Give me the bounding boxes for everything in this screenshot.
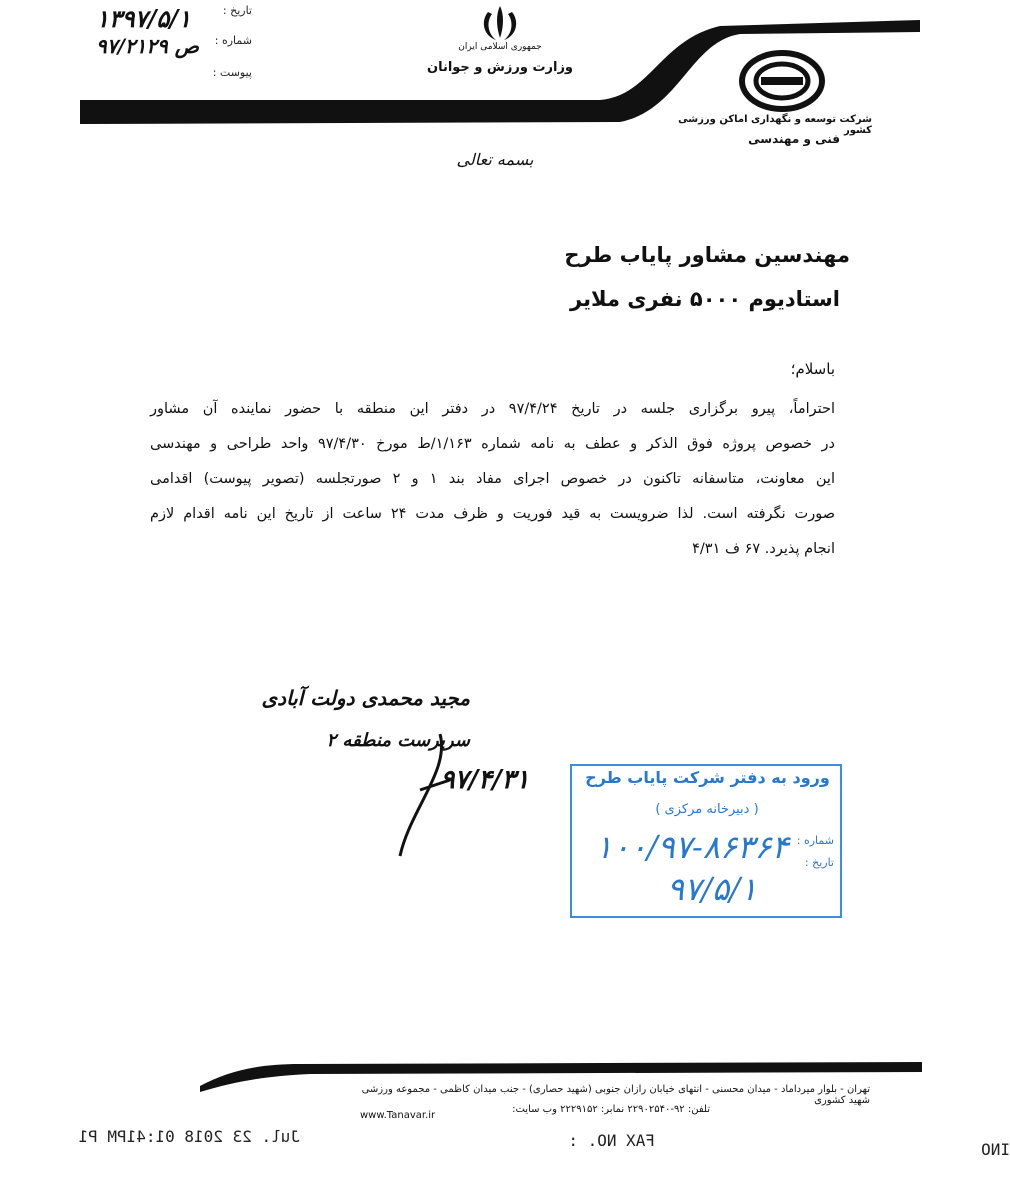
signature-date: ۹۷/۴/۳۱: [440, 765, 530, 795]
addressee-line-2: استادیوم ۵۰۰۰ نفری ملایر: [570, 287, 840, 311]
republic-title: جمهوری اسلامی ایران: [458, 42, 542, 52]
fax-edge-text: INO: [981, 1140, 1010, 1159]
attachment-label: پیوست :: [212, 66, 252, 79]
company-logo-icon: [737, 48, 827, 114]
fax-number: FAX NO. :: [568, 1131, 655, 1150]
footer-website: www.Tanavar.ir: [360, 1110, 436, 1121]
footer-phone: تلفن: ۹۲-۲۲۹۰۲۵۴۰ نمابر: ۲۲۲۹۱۵۲ وب سایت:: [512, 1104, 710, 1115]
addressee-line-1: مهندسین مشاور پایاب طرح: [564, 243, 850, 267]
stamp-date: ۹۷/۵/۱: [666, 870, 758, 908]
body-line: در خصوص پروژه فوق الذکر و عطف به نامه شماره ۱/۱۶۳/ط مورخ ۹۷/۴/۳۰ واحد طراحی و مهندسی: [150, 436, 835, 452]
greeting: باسلام؛: [790, 360, 835, 378]
number-value: ۹۷/۲۱۲۹ ص: [96, 34, 199, 58]
signer-title: سرپرست منطقه ۲: [326, 730, 470, 751]
body-line: این معاونت، متاسفانه تاکنون در خصوص اجرای مفاد بند ۱ و ۲ صورتجلسه (تصویر پیوست) اقدامی: [150, 471, 835, 487]
date-label: تاریخ :: [222, 4, 252, 17]
date-value: ۱۳۹۷/۵/۱: [96, 4, 191, 33]
receipt-stamp: [570, 764, 842, 918]
body-line: انجام پذیرد. ۶۷ ف ۴/۳۱: [692, 541, 835, 557]
signature-stroke-icon: [380, 730, 520, 860]
signer-name: مجید محمدی دولت آبادی: [261, 686, 470, 710]
letter-body: [150, 392, 835, 567]
department-name: فنی و مهندسی: [748, 132, 840, 146]
iran-emblem-icon: [478, 4, 522, 44]
bismillah: بسمه تعالی: [456, 150, 534, 169]
stamp-number-label: شماره :: [796, 834, 834, 847]
body-line: صورت نگرفته است. لذا ضرویست به قید فوریت و ظرف مدت ۲۴ ساعت از تاریخ این نامه اقدام لازم: [150, 506, 836, 522]
body-line: احتراماً، پیرو برگزاری جلسه در تاریخ ۹۷/۴/۲۴ در دفتر این منطقه با حضور نماینده آن مشاور: [150, 401, 835, 417]
letter-meta: [92, 4, 252, 94]
number-label: شماره :: [214, 34, 252, 47]
ministry-title: وزارت ورزش و جوانان: [426, 60, 574, 75]
fax-timestamp: Jul. 23 2018 01:41PM P1: [78, 1127, 300, 1146]
stamp-number: ۱۰۰/۹۷-۸۶۳۶۴: [595, 828, 789, 866]
footer-address: تهران - بلوار میرداماد - میدان محسنی - انتهای خیابان رازان جنوبی (شهید حصاری) - جنب میدان کاظمی - مجموعه ورزشی شهید کشوری: [361, 1084, 870, 1106]
stamp-title: ورود به دفتر شرکت پایاب طرح: [585, 768, 830, 787]
stamp-date-label: تاریخ :: [804, 856, 834, 869]
stamp-subtitle: ( دبیرخانه مرکزی ): [655, 802, 759, 817]
company-name: شرکت توسعه و نگهداری اماکن ورزشی کشور: [678, 114, 872, 136]
